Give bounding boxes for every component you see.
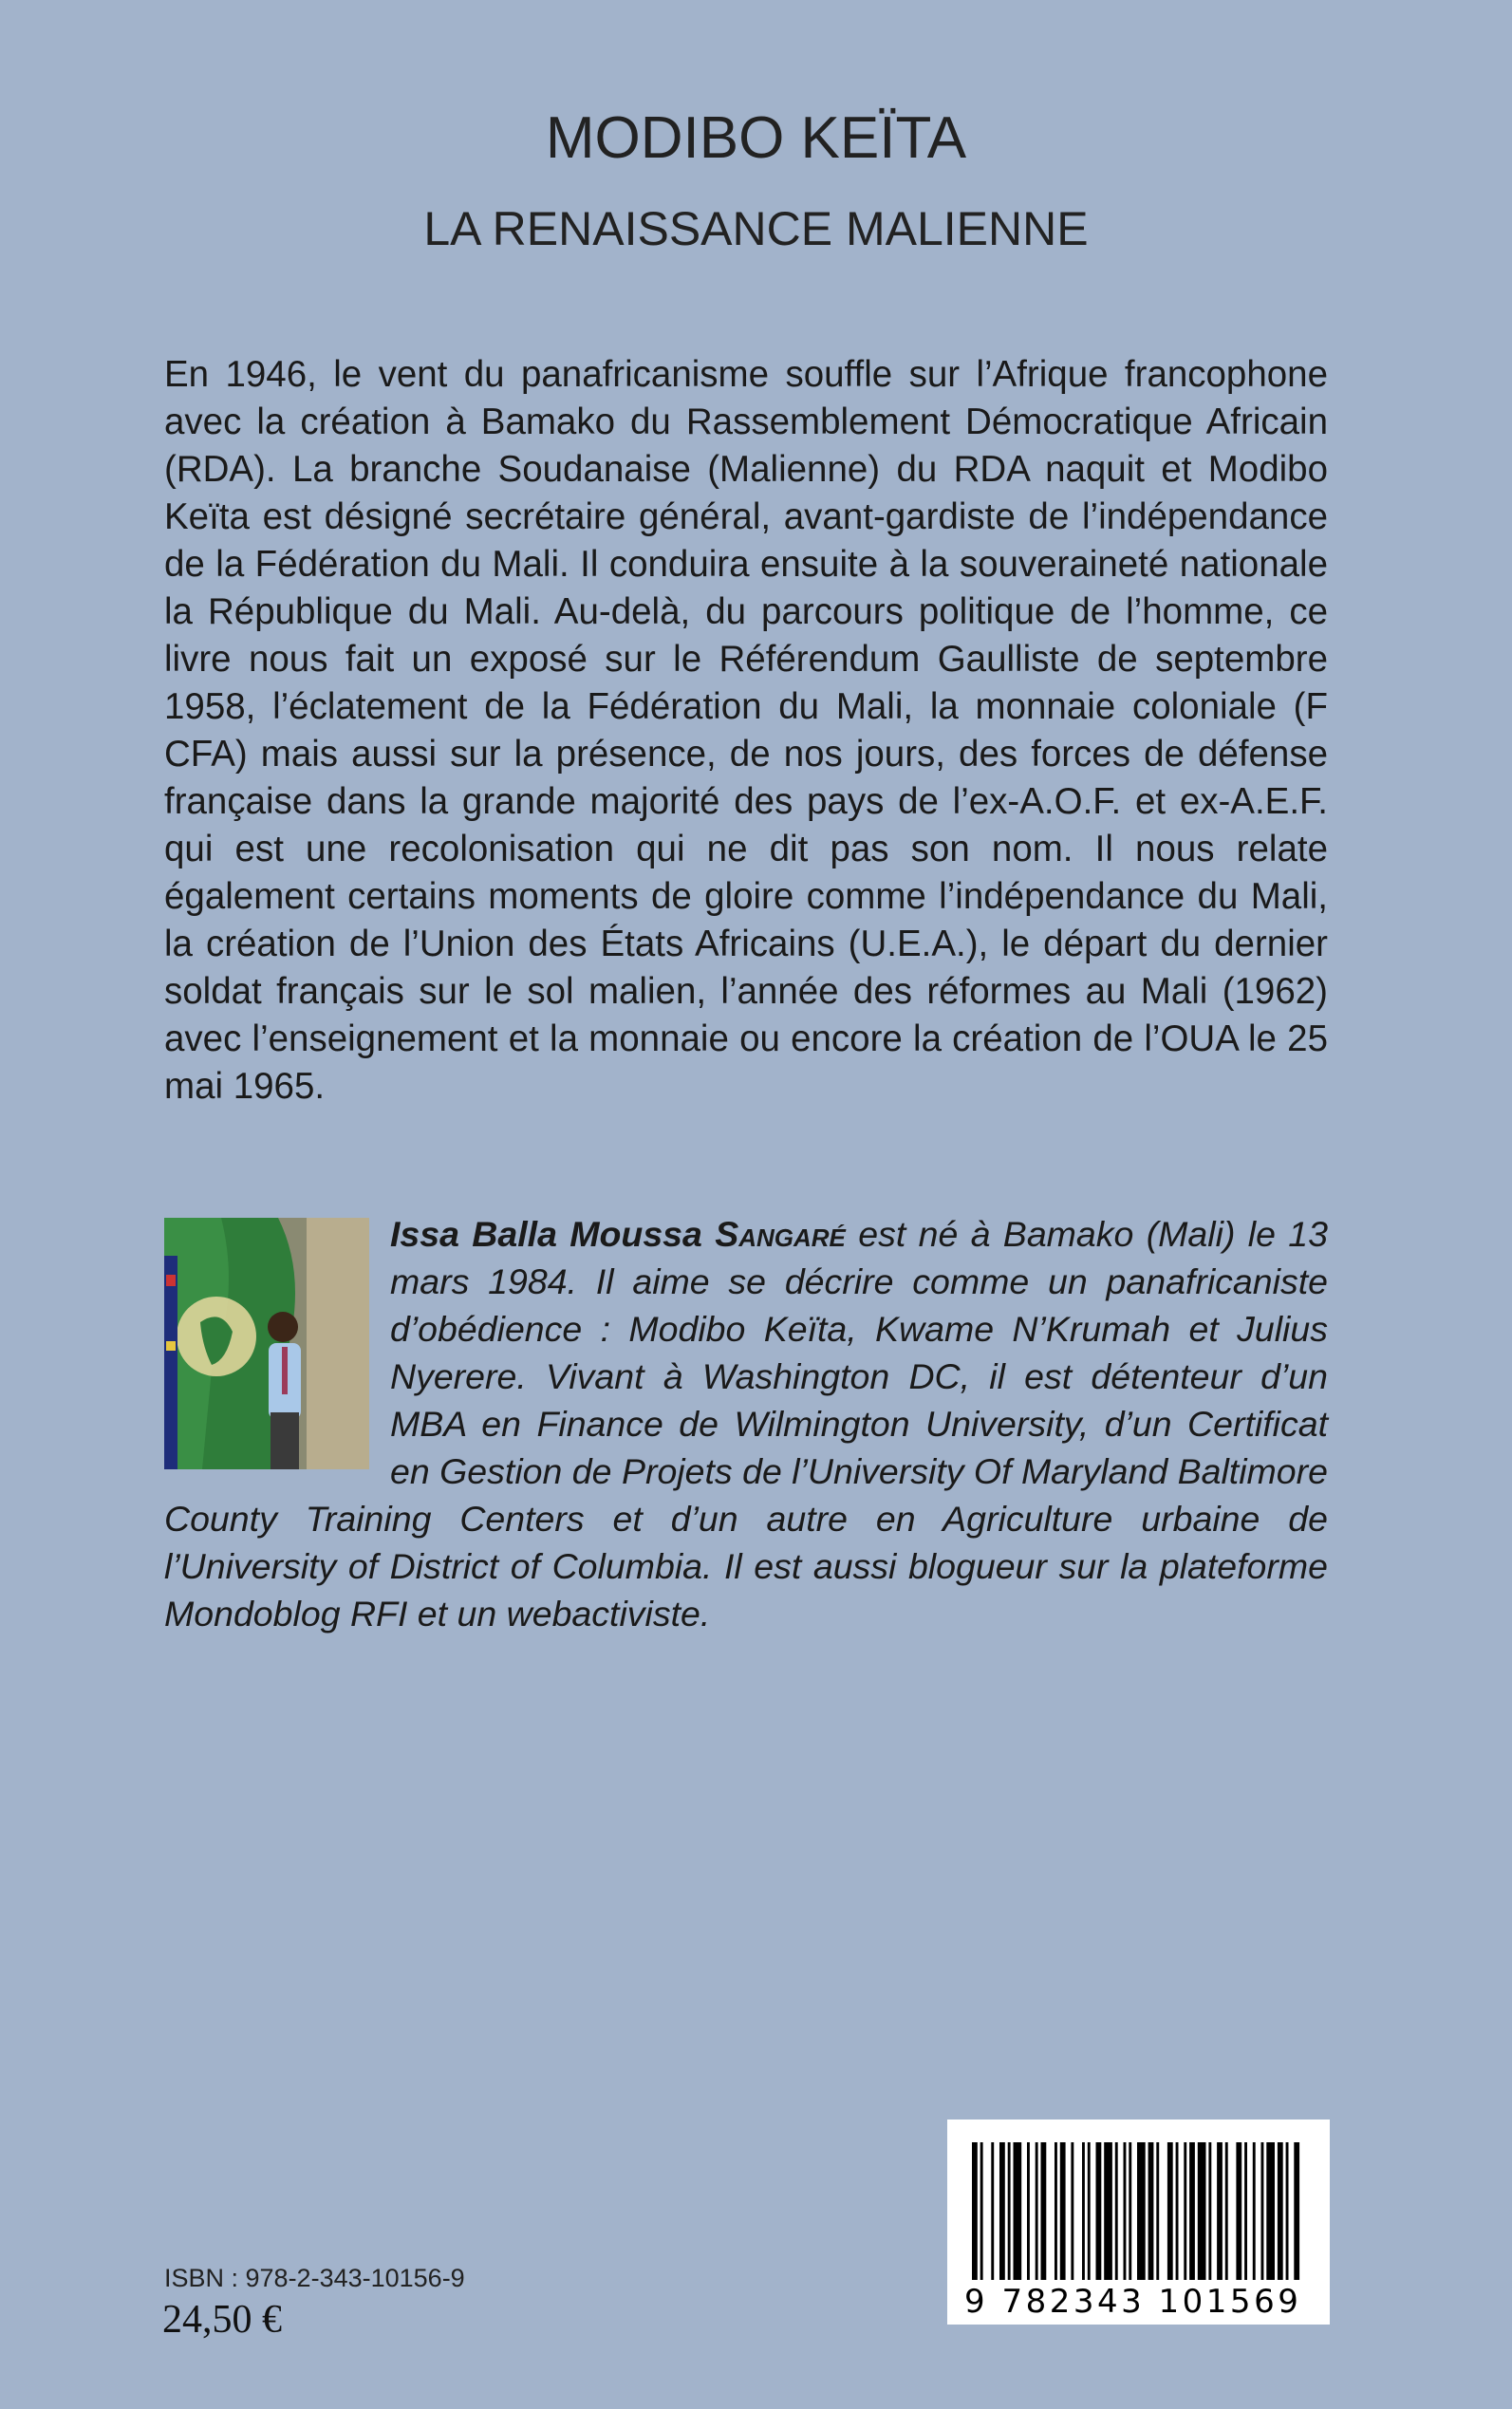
barcode-bar — [1184, 2142, 1186, 2280]
barcode-bar — [1096, 2142, 1102, 2280]
barcode-bar — [1294, 2142, 1299, 2280]
barcode-bar — [1014, 2142, 1022, 2280]
barcode-bar — [1261, 2142, 1264, 2280]
barcode-bar — [1167, 2142, 1173, 2280]
barcode-bar — [1236, 2142, 1241, 2280]
barcode-bar — [1278, 2142, 1283, 2280]
barcode-bar — [1266, 2142, 1275, 2280]
barcode-bar — [1129, 2142, 1131, 2280]
barcode-bar — [1071, 2142, 1073, 2280]
barcode-bar — [1036, 2142, 1038, 2280]
barcode-bar — [999, 2142, 1005, 2280]
barcode-bar — [1156, 2142, 1159, 2280]
barcode-bar — [1137, 2142, 1146, 2280]
author-first-names: Issa Balla Moussa — [390, 1214, 702, 1254]
barcode-bar — [1198, 2142, 1206, 2280]
barcode-bar — [1055, 2142, 1057, 2280]
barcode-bar — [1176, 2142, 1179, 2280]
barcode-digits: 9 782343 101569 — [964, 2283, 1302, 2321]
barcode-bar — [1041, 2142, 1047, 2280]
barcode-bar — [980, 2142, 983, 2280]
barcode-bar — [1082, 2142, 1085, 2280]
barcode-bar — [1088, 2142, 1091, 2280]
barcode-bar — [1008, 2142, 1011, 2280]
barcode-bar — [1244, 2142, 1247, 2280]
book-title: MODIBO KEÏTA — [545, 105, 967, 171]
barcode-bar — [1115, 2142, 1118, 2280]
barcode-bar — [991, 2142, 994, 2280]
book-summary: En 1946, le vent du panafricanisme souffle sur l’Afrique francophone avec la création à Bamako du Rassemblement Démocratique Africain (RDA). La branche Soudanaise (Malienne) du RDA naquit et Modibo Keïta est désigné secrétaire général, avant-gardiste de l’indépendance de la Fédération du Mali. Il conduira ensuite à la souveraineté nationale la République du Mali. Au-delà, du parcours politique de l’homme, ce livre nous fait un exposé sur le Référendum Gaulliste de septembre 1958, l’éclatement de la Fédération du Mali, la monnaie coloniale (F CFA) mais aussi sur la présence, de nos jours, des forces de défense française dans la grande majorité des pays de l’ex-A.O.F. et ex-A.E.F. qui est une recolonisation qui ne dit pas son nom. Il nous relate également certains moments de gloire comme l’indépendance du Mali, la création de l’Union des États Africains (U.E.A.), le départ du dernier soldat français sur le sol malien, l’année des réformes au Mali (1962) avec l’enseignement et la monnaie ou encore la création de l’OUA le 25 mai 1965. — [164, 354, 1328, 1107]
barcode-bar — [1104, 2142, 1112, 2280]
barcode-bar — [1253, 2142, 1256, 2280]
barcode — [947, 2120, 1330, 2325]
author-name — [390, 1214, 846, 1254]
author-photo — [164, 1218, 369, 1469]
isbn: ISBN : 978-2-343-10156-9 — [164, 2264, 465, 2292]
barcode-bar — [1124, 2142, 1127, 2280]
barcode-bar — [1148, 2142, 1154, 2280]
barcode-bar — [1286, 2142, 1289, 2280]
book-subtitle: LA RENAISSANCE MALIENNE — [423, 202, 1089, 255]
author-bio: est né à Bamako (Mali) le 13 mars 1984. Il aime se décrire comme un panafricaniste d’obédience : Modibo Keïta, Kwame N’Krumah et Julius Nyerere. Vivant à Washington DC, il est détenteur d’un MBA en Finance de Wilmington University, d’un Certificat en Gestion de Projets de l’University Of Maryland Baltimore County Training Centers et d’un autre en Agriculture urbaine de l’University of District of Columbia. Il est aussi blogueur sur la plateforme Mondoblog RFI et un webactiviste. — [164, 1214, 1328, 1634]
barcode-bar — [972, 2142, 978, 2280]
barcode-bars — [972, 2142, 1304, 2280]
barcode-bar — [1208, 2142, 1211, 2280]
barcode-bar — [1189, 2142, 1195, 2280]
barcode-bar — [1217, 2142, 1223, 2280]
barcode-bar — [1225, 2142, 1228, 2280]
author-section — [164, 1210, 1328, 1637]
barcode-bar — [1060, 2142, 1066, 2280]
author-surname: Sangaré — [715, 1214, 846, 1254]
barcode-bar — [1027, 2142, 1030, 2280]
price: 24,50 € — [162, 2298, 282, 2342]
